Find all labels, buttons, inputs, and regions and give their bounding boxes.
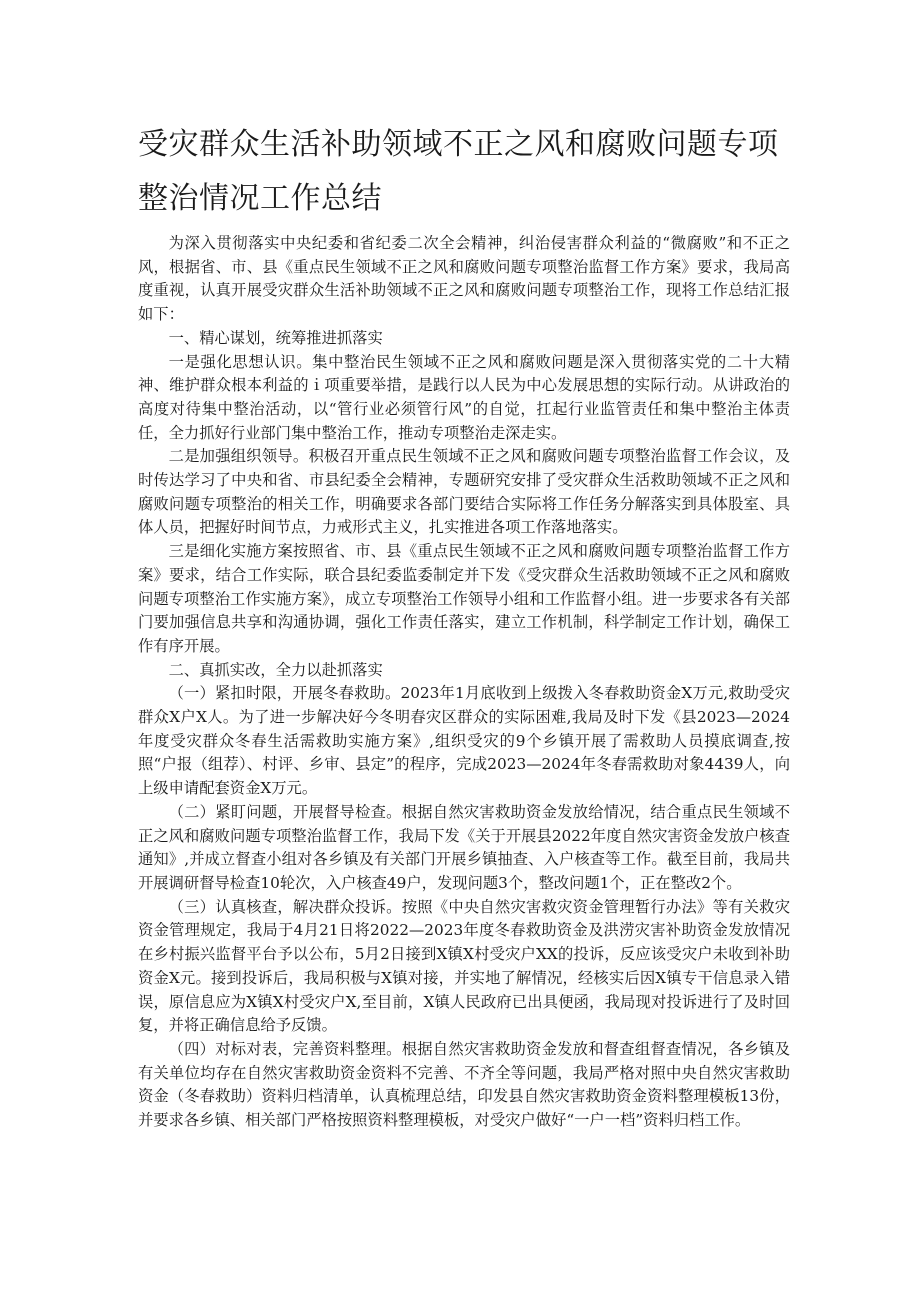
- document-title: 受灾群众生活补助领域不正之风和腐败问题专项整治情况工作总结: [138, 127, 779, 216]
- intro-paragraph: 为深入贯彻落实中央纪委和省纪委二次全会精神，纠治侵害群众利益的“微腐败”和不正之风，根据省、市、县《重点民生领域不正之风和腐败问题专项整治监督工作方案》要求，我局高度重视，认真开展受灾群众生活补助领域不正之风和腐败问题专项整治工作，现将工作总结汇报如下：: [138, 234, 790, 324]
- body-paragraph: （四）对标对表，完善资料整理。根据自然灾害救助资金发放和督查组督查情况，各乡镇及有关单位均存在自然灾害救助资金资料不完善、不齐全等问题，我局严格对照中央自然灾害救助资金（冬春救助）资料归档清单，认真梳理总结，印发县自然灾害救助资金资料整理模板13份，并要求各乡镇、相关部门严格按照资料整理模板，对受灾户做好“一户一档”资料归档工作。: [138, 1039, 790, 1130]
- body-paragraph: 一是强化思想认识。集中整治民生领域不正之风和腐败问题是深入贯彻落实党的二十大精神、维护群众根本利益的ｉ项重要举措，是践行以人民为中心发展思想的实际行动。从讲政治的高度对待集中整治活动，以“管行业必须管行风”的自觉，扛起行业监管责任和集中整治主体责任，全力抓好行业部门集中整治工作，推动专项整治走深走实。: [138, 352, 790, 442]
- body-paragraph: （一）紧扣时限，开展冬春救助。2023年1月底收到上级拨入冬春救助资金X万元,救助受灾群众X户X人。为了进一步解决好今冬明春灾区群众的实际困难,我局及时下发《县2023—2024年度受灾群众冬春生活需救助实施方案》,组织受灾的9个乡镇开展了需救助人员摸底调查,按照“户报（组荐）、村评、乡审、县定”的程序，完成2023—2024年冬春需救助对象4439人，向上级申请配套资金X万元。: [138, 684, 790, 798]
- document-body: [138, 232, 790, 1133]
- body-paragraph: 二是加强组织领导。积极召开重点民生领域不正之风和腐败问题专项整治监督工作会议，及时传达学习了中央和省、市县纪委全会精神，专题研究安排了受灾群众生活救助领域不正之风和腐败问题专项整治的相关工作，明确要求各部门要结合实际将工作任务分解落实到具体股室、具体人员，把握好时间节点，力戒形式主义，扎实推进各项工作落地落实。: [138, 447, 790, 537]
- section-heading-2: 二、真抓实改，全力以赴抓落实: [168, 660, 383, 679]
- body-paragraph: 三是细化实施方案按照省、市、县《重点民生领域不正之风和腐败问题专项整治监督工作方案》要求，结合工作实际，联合县纪委监委制定并下发《受灾群众生活救助领域不正之风和腐败问题专项整治工作实施方案》，成立专项整治工作领导小组和工作监督小组。进一步要求各有关部门要加强信息共享和沟通协调，强化工作责任落实，建立工作机制，科学制定工作计划，确保工作有序开展。: [138, 542, 790, 655]
- section-heading-1: 一、精心谋划，统筹推进抓落实: [168, 328, 383, 347]
- body-paragraph: （三）认真核查，解决群众投诉。按照《中央自然灾害救灾资金管理暂行办法》等有关救灾资金管理规定，我局于4月21日将2022—2023年度冬春救助资金及洪涝灾害补助资金发放情况在乡村振兴监督平台予以公布，5月2日接到X镇X村受灾户XX的投诉，反应该受灾户未收到补助资金X元。接到投诉后，我局积极与X镇对接，并实地了解情况，经核实后因X镇专干信息录入错误，原信息应为X镇X村受灾户X,至目前，X镇人民政府已出具便函，我局现对投诉进行了及时回复，并将正确信息给予反馈。: [138, 897, 790, 1035]
- body-paragraph: （二）紧盯问题，开展督导检查。根据自然灾害救助资金发放给情况，结合重点民生领域不正之风和腐败问题专项整治监督工作，我局下发《关于开展县2022年度自然灾害资金发放户核查通知》,并成立督查小组对各乡镇及有关部门开展乡镇抽查、入户核查等工作。截至目前，我局共开展调研督导检查10轮次，入户核查49户，发现问题3个，整改问题1个，正在整改2个。: [138, 802, 790, 892]
